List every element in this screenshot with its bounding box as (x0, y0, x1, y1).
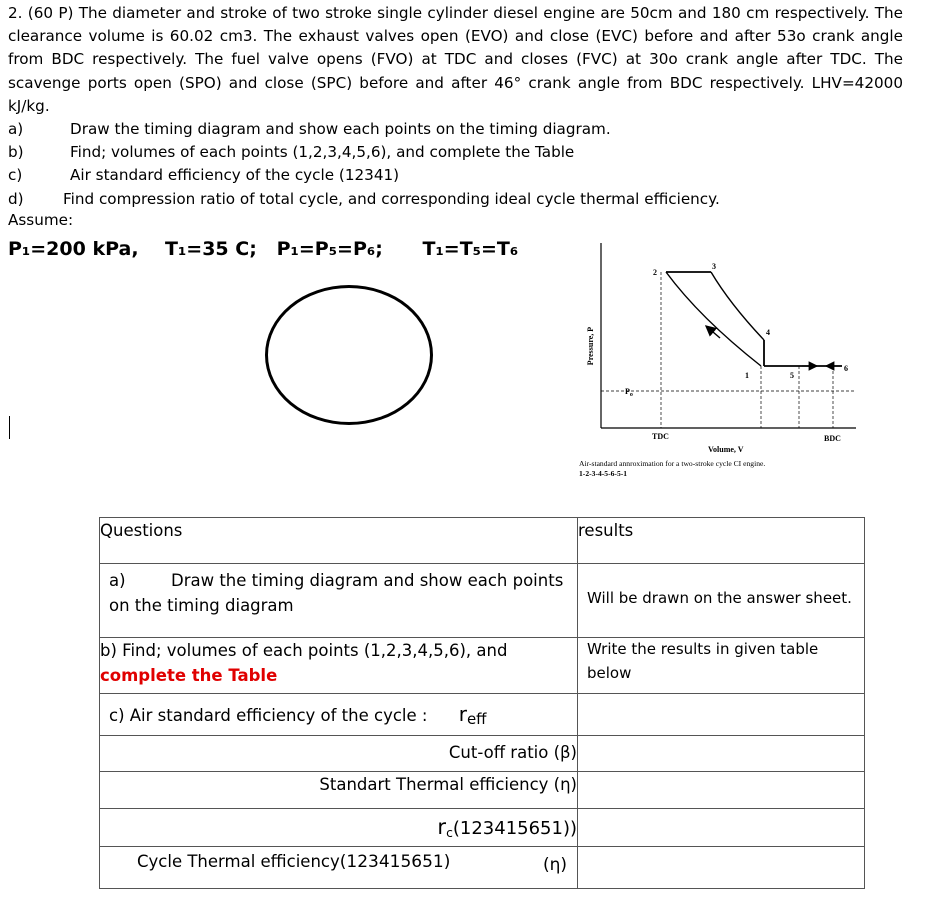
item-text: Find compression ratio of total cycle, and corresponding ideal cycle thermal efficiency. (63, 189, 720, 208)
item-text: Find; volumes of each points (1,2,3,4,5,6), and complete the Table (70, 143, 575, 162)
cycle-efficiency-label: Cycle Thermal efficiency(123415651) (η) (100, 847, 578, 889)
pressure-axis-label: Pressure, P (586, 326, 595, 366)
row-b-question (100, 638, 578, 694)
point-label-1: 1 (745, 371, 749, 380)
point-label-2: 2 (653, 268, 657, 277)
point-label-5: 5 (790, 371, 794, 380)
po-label: $P_o$ (625, 387, 633, 398)
compression-1-2 (666, 272, 761, 366)
row-b-highlight: complete the Table (100, 666, 278, 685)
row-a-question (100, 564, 578, 638)
problem-item-b (8, 141, 903, 164)
row-a-text: Draw the timing diagram and show each points on the timing diagram (109, 571, 564, 615)
table-row-cutoff (100, 736, 865, 772)
pv-diagram (570, 238, 860, 483)
problem-item-c (8, 164, 903, 187)
table-row-b (100, 638, 865, 694)
problem-text: 2. (60 P) The diameter and stroke of two stroke single cylinder diesel engine are 50cm and 180 cm respectively. The clearance volume is 60.02 cm3. The exhaust valves open (EVO) and close (EVC) before and after 53o crank angle from BDC respectively. The fuel valve opens (FVO) at TDC and closes (FVC) at 30o crank angle after TDC. The scavenge ports open (SPO) and close (SPC) before and after 46° crank angle from BDC respectively. LHV=42000 kJ/kg. (8, 4, 903, 115)
table-row-c (100, 694, 865, 736)
row-c-question (100, 694, 578, 736)
volume-axis-label: Volume, V (708, 445, 744, 454)
row-c-text: c) Air standard efficiency of the cycle : (109, 706, 428, 725)
cutoff-ratio-result (578, 736, 865, 772)
problem-statement (8, 2, 903, 211)
standard-efficiency-result (578, 772, 865, 809)
cutoff-ratio-label: Cut-off ratio (β) (100, 736, 578, 772)
row-a-result: Will be drawn on the answer sheet. (578, 564, 865, 638)
given-conditions: P₁=200 kPa, T₁=35 C; P₁=P₅=P₆; T₁=T₅=T₆ (8, 238, 519, 260)
efficiency-symbol: $r_{eff}$ (458, 702, 487, 728)
header-results: results (578, 518, 865, 564)
timing-diagram-circle (265, 285, 433, 425)
assume-label: Assume: (8, 211, 74, 229)
diagram-caption-cycle: 1-2-3-4-5-6-5-1 (579, 469, 628, 478)
item-label: a) (8, 120, 24, 139)
cycle-efficiency-result (578, 847, 865, 889)
bdc-label: BDC (824, 434, 841, 443)
questions-table (99, 517, 865, 889)
compression-ratio-label: $r_c(123415651)$) (100, 809, 578, 847)
diagram-caption: Air-standard annroximation for a two-stroke cycle CI engine. (579, 459, 766, 468)
row-b-result: Write the results in given table below (578, 638, 865, 694)
item-label: c) (8, 166, 23, 185)
table-row-cycle (100, 847, 865, 889)
item-label: b) (8, 143, 24, 162)
text-cursor[interactable] (9, 416, 10, 439)
table-row-a (100, 564, 865, 638)
table-row-rc (100, 809, 865, 847)
point-label-4: 4 (766, 328, 770, 337)
compression-arrow (706, 326, 720, 338)
item-text: Draw the timing diagram and show each points on the timing diagram. (70, 120, 611, 139)
header-questions: Questions (100, 518, 578, 564)
table-header-row (100, 518, 865, 564)
item-text: Air standard efficiency of the cycle (12341) (70, 166, 400, 185)
row-a-label: a) (109, 571, 126, 590)
point-label-6: 6 (844, 364, 848, 373)
item-label: d) (8, 189, 24, 208)
compression-ratio-result (578, 809, 865, 847)
tdc-label: TDC (652, 432, 669, 441)
problem-item-d (8, 188, 903, 211)
row-c-result (578, 694, 865, 736)
table-row-standard (100, 772, 865, 809)
standard-efficiency-label: Standart Thermal efficiency (η) (100, 772, 578, 809)
row-b-text: b) Find; volumes of each points (1,2,3,4,5,6), and (100, 641, 508, 660)
point-label-3: 3 (712, 262, 716, 271)
problem-item-a (8, 118, 903, 141)
